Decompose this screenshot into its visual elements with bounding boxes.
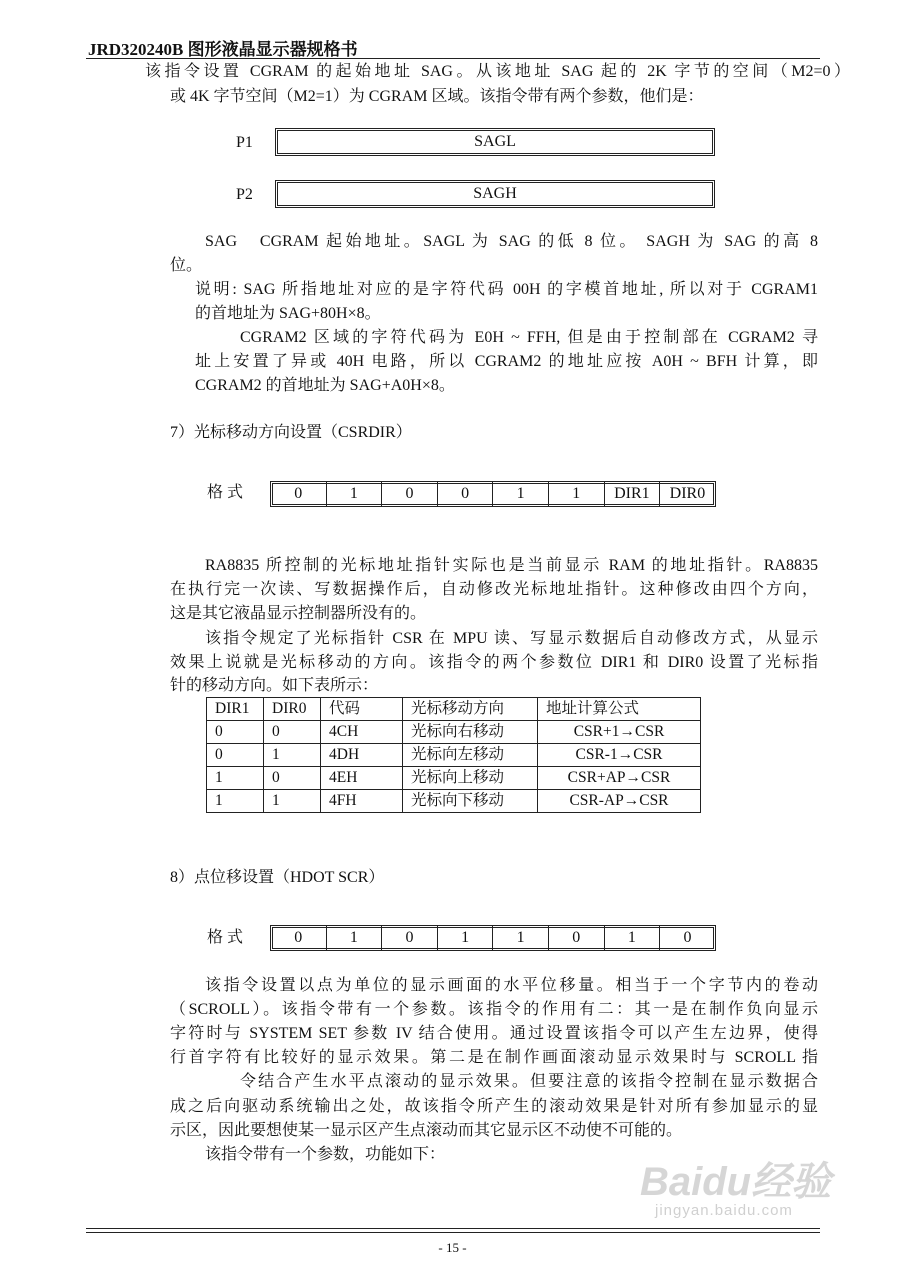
bit-cell: 1 [326, 926, 382, 950]
bit-cell: 1 [492, 926, 548, 950]
table-cell: 0 [264, 767, 321, 790]
intro-line: 该指令设置 CGRAM 的起始地址 SAG。从该地址 SAG 起的 2K 字节的空间（M2=0） [145, 63, 850, 80]
paragraph-line: 该指令规定了光标指针 CSR 在 MPU 读、写显示数据后自动修改方式，从显示 [205, 630, 818, 647]
table-cell: 0 [264, 721, 321, 744]
table-cell: 4FH [321, 790, 403, 813]
bit-cell: 1 [326, 482, 382, 506]
table-cell: 1 [264, 790, 321, 813]
watermark-brand: Baidu经验 [640, 1160, 832, 1204]
paragraph-line: RA8835 所控制的光标地址指针实际也是当前显示 RAM 的地址指针。RA8835 [205, 557, 818, 574]
param-box-p1: SAGL [275, 128, 715, 156]
bit-cell: 0 [294, 485, 303, 502]
paragraph-line: 在执行完一次读、写数据操作后，自动修改光标地址指针。这种修改由四个方向， [170, 581, 818, 598]
note-line: 的首地址为 SAG+80H×8。 [195, 305, 381, 322]
paragraph-line: 针的移动方向。如下表所示： [170, 677, 379, 694]
table-header: 光标移动方向 [403, 698, 538, 721]
note-line: 说明: SAG 所指地址对应的是字符代码 00H 的字模首地址, 所以对于 CGRAM1 [195, 281, 818, 298]
param-label: P2 [236, 186, 253, 203]
bit-cell: 0 [548, 926, 604, 950]
bit-cell: 1 [492, 482, 548, 506]
bit-cell: 0 [659, 926, 715, 950]
paragraph-line: 该指令带有一个参数，功能如下： [205, 1146, 446, 1163]
table-cell: CSR+AP→CSR [538, 767, 701, 790]
note-line: CGRAM2 的首地址为 SAG+A0H×8。 [195, 377, 455, 394]
sag-desc-line: 位。 [170, 257, 203, 274]
footer-divider [86, 1228, 820, 1229]
bit-cell: 1 [548, 482, 604, 506]
bit-cell: 1 [604, 926, 660, 950]
table-header: 代码 [321, 698, 403, 721]
direction-table [206, 697, 701, 813]
paragraph-line: 效果上说就是光标移动的方向。该指令的两个参数位 DIR1 和 DIR0 设置了光标指 [170, 654, 818, 671]
footer-divider [86, 1232, 820, 1233]
bit-cell: DIR0 [659, 482, 715, 506]
table-header: 地址计算公式 [538, 698, 701, 721]
format-bits-7 [270, 481, 716, 507]
sag-desc-line: SAG CGRAM 起始地址。SAGL 为 SAG 的低 8 位。 SAGH 为 SAG 的高 8 [205, 233, 818, 250]
format-bits-8 [270, 925, 716, 951]
paragraph-line: 该指令设置以点为单位的显示画面的水平位移量。相当于一个字节内的卷动 [205, 977, 818, 994]
bit-cell: 1 [437, 926, 493, 950]
note-line: 址上安置了异或 40H 电路，所以 CGRAM2 的地址应按 A0H ~ BFH 计算，即 [195, 353, 818, 370]
paragraph-line: 示区，因此要想使某一显示区产生点滚动而其它显示区不动使不可能的。 [170, 1122, 683, 1139]
table-cell: 1 [207, 790, 264, 813]
format-label: 格 式 [207, 484, 244, 501]
paragraph-line: 字符时与 SYSTEM SET 参数 IV 结合使用。通过设置该指令可以产生左边界，使得 [170, 1025, 818, 1042]
table-cell: 1 [264, 744, 321, 767]
table-row [207, 767, 701, 790]
note-line: CGRAM2 区域的字符代码为 E0H ~ FFH, 但是由于控制部在 CGRAM2 寻 [240, 329, 818, 346]
table-cell: CSR-AP→CSR [538, 790, 701, 813]
table-row [207, 790, 701, 813]
page-number: - 15 - [438, 1240, 467, 1255]
table-cell: 光标向左移动 [403, 744, 538, 767]
table-cell: 光标向上移动 [403, 767, 538, 790]
param-label: P1 [236, 134, 253, 151]
section-8-title: 8）点位移设置（HDOT SCR） [170, 869, 385, 886]
bit-cell: 0 [381, 926, 437, 950]
table-cell: CSR-1→CSR [538, 744, 701, 767]
table-cell: 1 [207, 767, 264, 790]
table-cell: 4EH [321, 767, 403, 790]
table-cell: 光标向下移动 [403, 790, 538, 813]
table-row [207, 721, 701, 744]
table-header-row [207, 698, 701, 721]
table-cell: 0 [207, 744, 264, 767]
format-label: 格 式 [207, 929, 244, 946]
table-cell: 4DH [321, 744, 403, 767]
table-header: DIR0 [264, 698, 321, 721]
section-7-title: 7）光标移动方向设置（CSRDIR） [170, 424, 412, 441]
paragraph-line: 这是其它液晶显示控制器所没有的。 [170, 605, 427, 622]
table-cell: CSR+1→CSR [538, 721, 701, 744]
table-cell: 4CH [321, 721, 403, 744]
bit-cell: DIR1 [604, 482, 660, 506]
table-cell: 0 [207, 721, 264, 744]
header-divider [86, 58, 820, 59]
paragraph-line: 行首字符有比较好的显示效果。第二是在制作画面滚动显示效果时与 SCROLL 指 [170, 1049, 818, 1066]
document-header-title: JRD320240B 图形液晶显示器规格书 [88, 40, 358, 59]
param-box-p2: SAGH [275, 180, 715, 208]
baidu-watermark [640, 1150, 832, 1219]
paragraph-line: 成之后向驱动系统输出之处，故该指令所产生的滚动效果是针对所有参加显示的显 [170, 1098, 818, 1115]
bit-cell: 0 [437, 482, 493, 506]
table-cell: 光标向右移动 [403, 721, 538, 744]
paragraph-line: （SCROLL）。该指令带有一个参数。该指令的作用有二：其一是在制作负向显示 [170, 1001, 818, 1018]
bit-cell: 0 [381, 482, 437, 506]
intro-line: 或 4K 字节空间（M2=1）为 CGRAM 区域。该指令带有两个参数，他们是： [170, 88, 704, 105]
table-row [207, 744, 701, 767]
bit-cell: 0 [294, 929, 303, 946]
paragraph-line: 令结合产生水平点滚动的显示效果。但要注意的该指令控制在显示数据合 [240, 1073, 818, 1090]
table-header: DIR1 [207, 698, 264, 721]
watermark-url: jingyan.baidu.com [655, 1202, 793, 1219]
